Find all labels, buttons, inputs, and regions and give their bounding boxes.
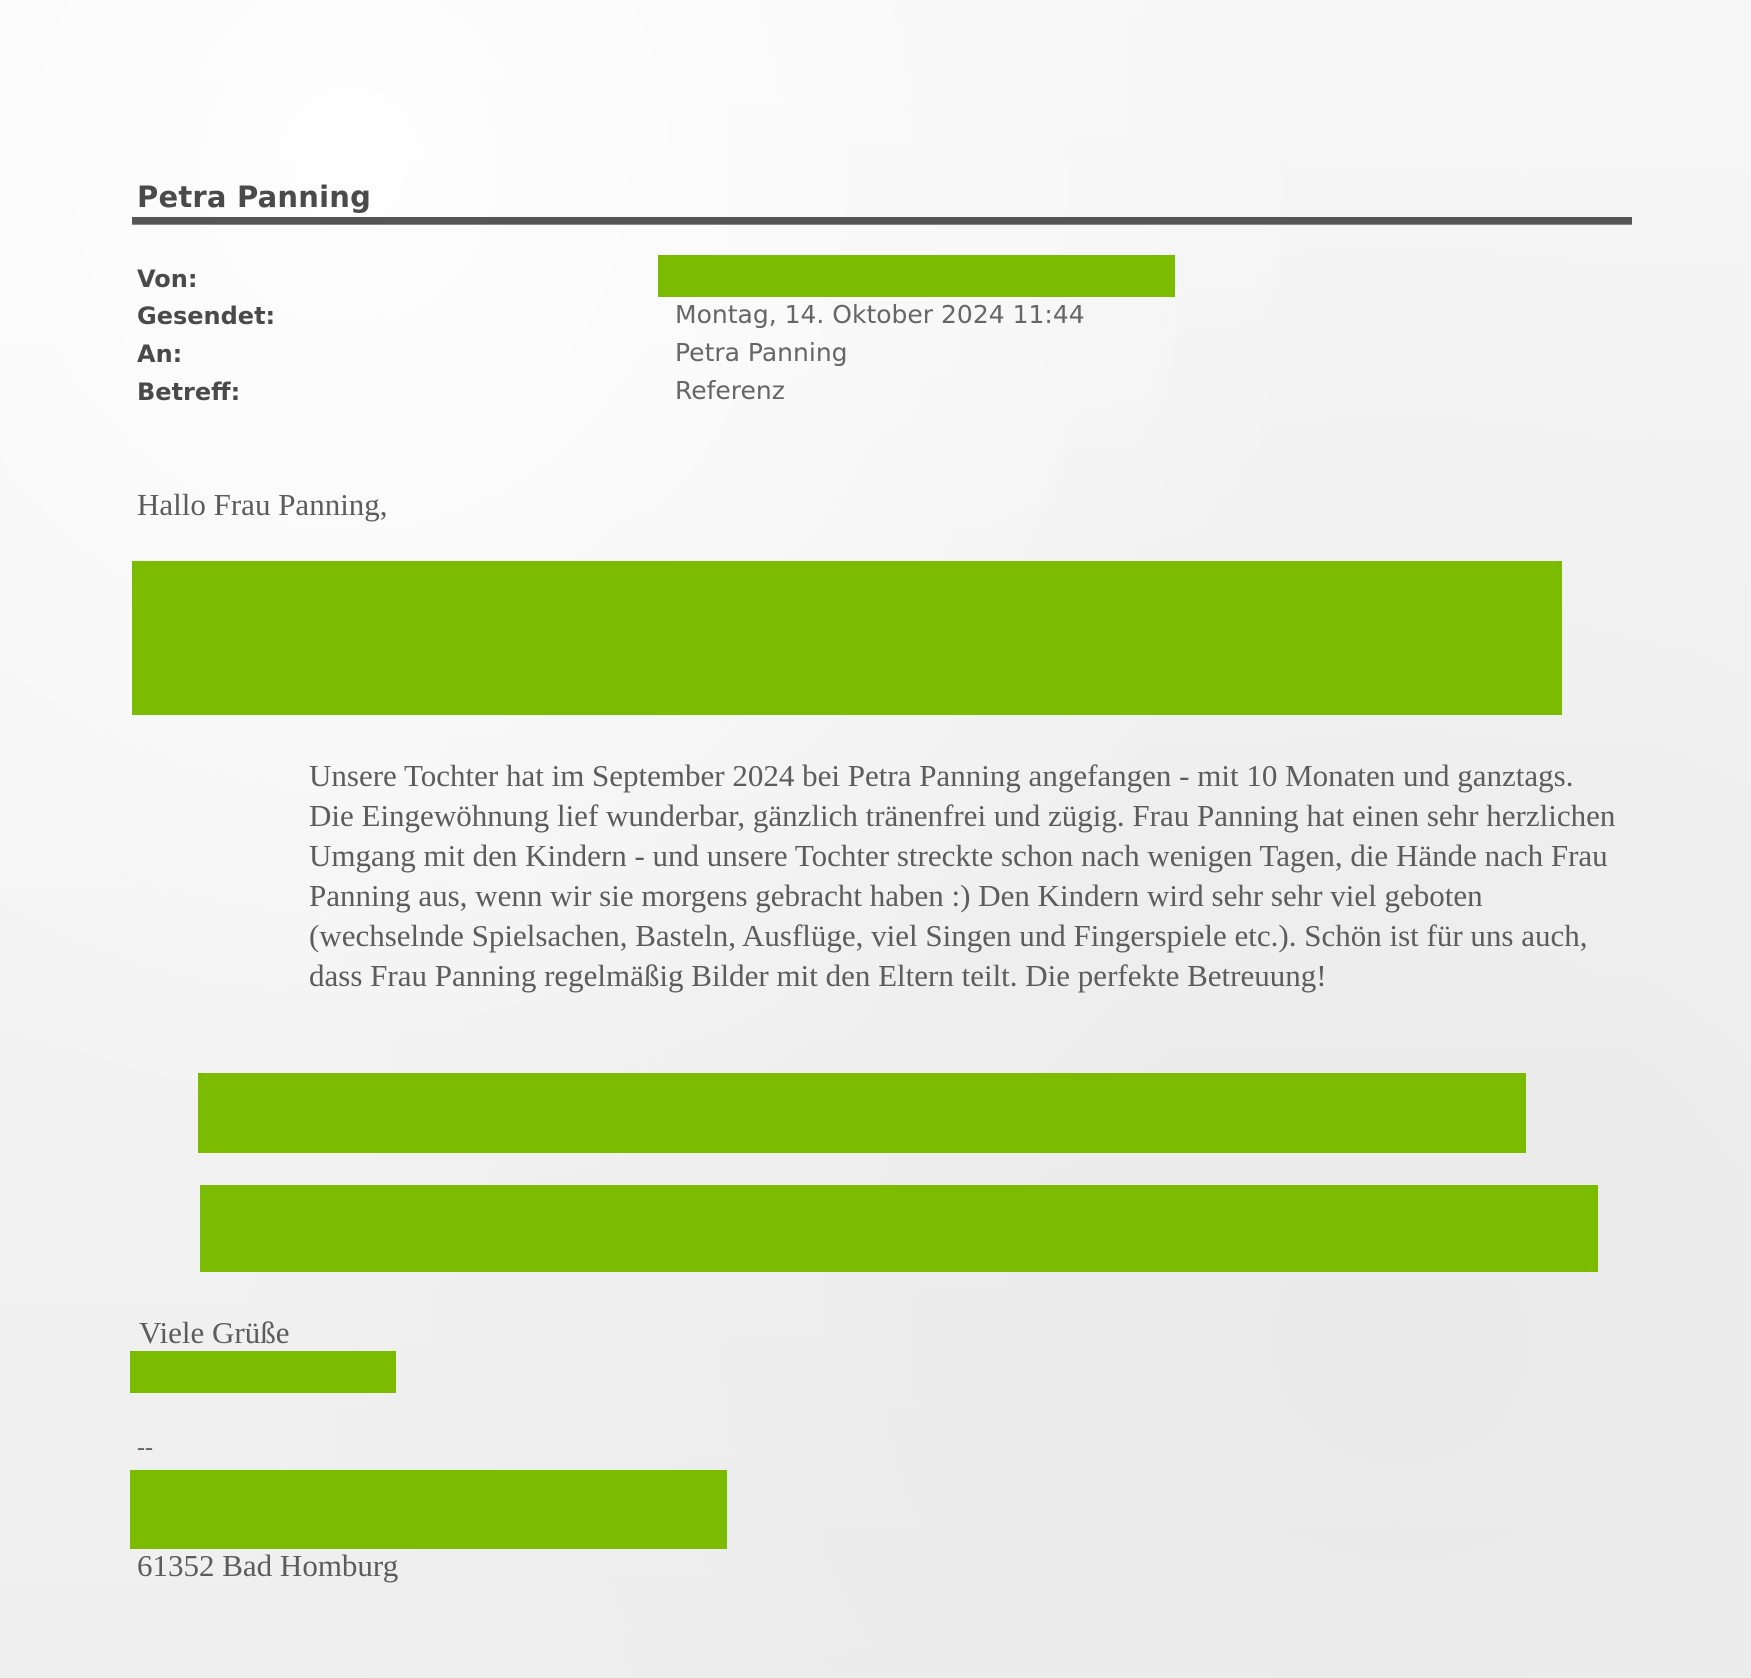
intro-redaction [132,561,1562,715]
header-divider [132,217,1632,225]
from-label: Von: [137,265,198,293]
city-line: 61352 Bad Homburg [137,1548,399,1583]
paragraph-redaction-1 [198,1073,1526,1153]
sent-label: Gesendet: [137,302,276,330]
to-value: Petra Panning [675,338,848,367]
greeting: Hallo Frau Panning, [137,487,388,522]
to-label: An: [137,340,183,368]
from-redaction [658,255,1175,297]
testimonial-text: Unsere Tochter hat im September 2024 bei Petra Panning angefangen - mit 10 Monaten und ganztags. Die Eingewöhnung lief wunderbar, gänzlich tränenfrei und zügig. Frau Panning hat einen sehr herzlichen Umgang mit den Kindern - und unsere Tochter streckte schon nach wenigen Tagen, die Hände nach Frau Panning aus, wenn wir sie morgens gebracht haben :) Den Kindern wird sehr sehr viel geboten (wechselnde Spielsachen, Basteln, Ausflüge, viel Singen und Fingerspiele etc.). Schön ist für uns auch, dass Frau Panning regelmäßig Bilder mit den Eltern teilt. Die perfekte Betreuung! [309,758,1616,993]
sender-name-redaction [130,1351,396,1393]
sent-value: Montag, 14. Oktober 2024 11:44 [675,300,1085,329]
sender-heading: Petra Panning [137,180,372,214]
signature-separator: -- [137,1435,153,1461]
address-redaction [130,1470,727,1549]
subject-value: Referenz [675,376,785,405]
subject-label: Betreff: [137,378,241,406]
paragraph-redaction-2 [200,1185,1598,1272]
closing: Viele Grüße [139,1315,290,1350]
